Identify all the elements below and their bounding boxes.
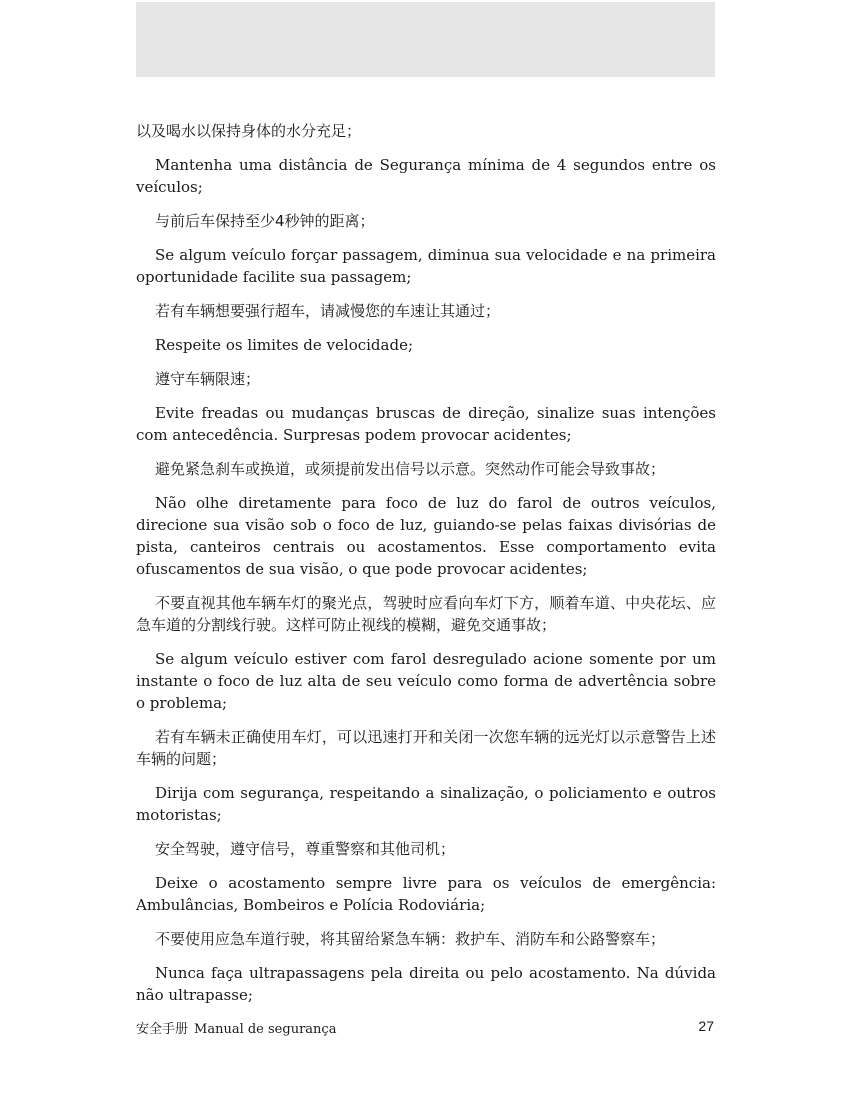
paragraph-pt: Não olhe diretamente para foco de luz do farol de outros veículos, direcione sua visão sob o foco de luz, guiando-se pelas faixas divisórias de pista, canteiros centrais ou acostamentos. Esse comportamento evita ofuscamentos de sua visão, o que pode provocar acidentes; bbox=[136, 494, 716, 578]
paragraph-pt: Nunca faça ultrapassagens pela direita ou pelo acostamento. Na dúvida não ultrapasse; bbox=[136, 964, 716, 1004]
paragraph-zh: 遵守车辆限速； bbox=[155, 370, 261, 388]
footer-title-zh: 安全手册 bbox=[136, 1022, 189, 1037]
paragraph-pt: Evite freadas ou mudanças bruscas de direção, sinalize suas intenções com antecedência. Surpresas podem provocar acidentes; bbox=[136, 404, 716, 444]
paragraph-zh: 若有车辆想要强行超车，请减慢您的车速让其通过； bbox=[155, 302, 501, 320]
paragraph-pt: Se algum veículo forçar passagem, diminua sua velocidade e na primeira oportunidade facilite sua passagem; bbox=[136, 246, 716, 286]
paragraph-zh: 安全驾驶，遵守信号，尊重警察和其他司机； bbox=[155, 840, 456, 858]
page-number: 27 bbox=[698, 1018, 714, 1034]
footer-title-pt: Manual de segurança bbox=[194, 1022, 337, 1037]
header-band bbox=[136, 2, 715, 77]
footer-title bbox=[136, 1018, 336, 1037]
paragraph-zh: 避免紧急刹车或换道，或须提前发出信号以示意。突然动作可能会导致事故； bbox=[155, 460, 666, 478]
document-body bbox=[136, 120, 716, 1018]
paragraph-pt: Dirija com segurança, respeitando a sinalização, o policiamento e outros motoristas; bbox=[136, 784, 716, 824]
paragraph-zh: 以及喝水以保持身体的水分充足； bbox=[136, 122, 362, 140]
page-footer bbox=[136, 1018, 716, 1042]
paragraph-pt: Respeite os limites de velocidade; bbox=[155, 336, 414, 354]
paragraph-pt: Se algum veículo estiver com farol desregulado acione somente por um instante o foco de luz alta de seu veículo como forma de advertência sobre o problema; bbox=[136, 650, 716, 712]
paragraph-zh: 不要使用应急车道行驶，将其留给紧急车辆：救护车、消防车和公路警察车； bbox=[155, 930, 666, 948]
paragraph-pt: Mantenha uma distância de Segurança mínima de 4 segundos entre os veículos; bbox=[136, 156, 716, 196]
paragraph-zh: 与前后车保持至少4秒钟的距离； bbox=[155, 212, 375, 230]
paragraph-pt: Deixe o acostamento sempre livre para os veículos de emergência: Ambulâncias, Bombeiros e Polícia Rodoviária; bbox=[136, 874, 716, 914]
paragraph-zh: 若有车辆未正确使用车灯，可以迅速打开和关闭一次您车辆的远光灯以示意警告上述车辆的问题； bbox=[136, 728, 716, 768]
paragraph-zh: 不要直视其他车辆车灯的聚光点，驾驶时应看向车灯下方，顺着车道、中央花坛、应急车道的分割线行驶。这样可防止视线的模糊，避免交通事故； bbox=[136, 594, 716, 634]
